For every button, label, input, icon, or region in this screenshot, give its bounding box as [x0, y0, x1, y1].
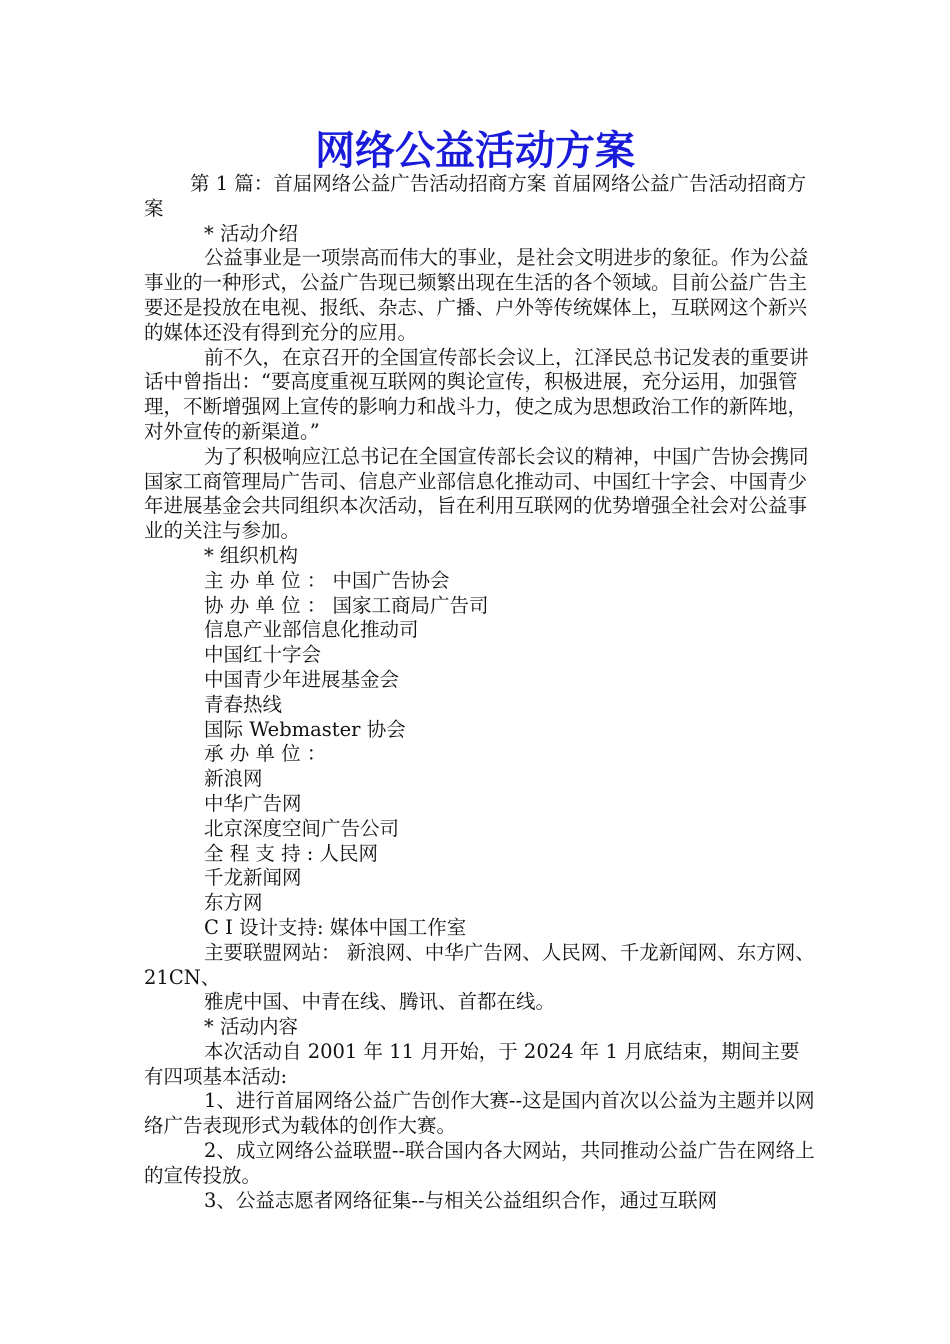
paragraph: 公益事业是一项崇高而伟大的事业，是社会文明进步的象征。作为公益事业的一种形式，公益广告现已频繁出现在生活的各个领域。目前公益广告主要还是投放在电视、报纸、杂志、广播、户外等传统媒体上，互联网这个新兴的媒体还没有得到充分的应用。: [144, 246, 809, 344]
paragraph: 前不久，在京召开的全国宣传部长会议上，江泽民总书记发表的重要讲话中曾指出：“要高度重视互联网的舆论宣传，积极进展，充分运用，加强管理，不断增强网上宣传的影响力和战斗力，使之成为思想政治工作的新阵地，对外宣传的新渠道。”: [144, 345, 809, 443]
org-line: 协 办 单 位 ： 国家工商局广告司: [204, 593, 489, 617]
section-heading-intro: * 活动介绍: [204, 221, 298, 245]
list-item: 1、进行首届网络公益广告创作大赛--这是国内首次以公益为主题并以网络广告表现形式为载体的创作大赛。: [144, 1089, 815, 1138]
org-line: 全 程 支 持 : 人民网: [204, 841, 379, 865]
org-line: 国际 Webmaster 协会: [204, 717, 406, 741]
org-line: 千龙新闻网: [204, 866, 302, 890]
org-line: 新浪网: [204, 767, 263, 791]
org-line: 信息产业部信息化推动司: [204, 618, 419, 642]
org-line: 承 办 单 位 ：: [204, 742, 327, 766]
org-line: 北京深度空间广告公司: [204, 816, 400, 840]
org-line: 中华广告网: [204, 791, 302, 815]
paragraph: 本次活动自 2001 年 11 月开始，于 2024 年 1 月底结束，期间主要有四项基本活动:: [144, 1039, 800, 1088]
org-line: C I 设计支持: 媒体中国工作室: [204, 915, 467, 939]
org-line: 中国青少年进展基金会: [204, 667, 400, 691]
document-title: 网络公益活动方案: [315, 128, 635, 174]
org-line: 东方网: [204, 891, 263, 915]
section-heading-content: * 活动内容: [204, 1015, 298, 1039]
paragraph-alliance-sites-cont: 雅虎中国、中青在线、腾讯、首都在线。: [204, 990, 556, 1014]
org-line: 青春热线: [204, 692, 283, 716]
list-item: 3、公益志愿者网络征集--与相关公益组织合作，通过互联网: [204, 1188, 718, 1212]
paragraph: 为了积极响应江总书记在全国宣传部长会议的精神，中国广告协会携同国家工商管理局广告司、信息产业部信息化推动司、中国红十字会、中国青少年进展基金会共同组织本次活动，旨在利用互联网的优势增强全社会对公益事业的关注与参加。: [144, 444, 809, 543]
paragraph-alliance-sites: 主要联盟网站： 新浪网、中华广告网、人民网、千龙新闻网、东方网、21CN、: [144, 940, 815, 989]
document-body: [144, 172, 816, 1213]
org-line: 中国红十字会: [204, 643, 322, 667]
section-heading-organization: * 组织机构: [204, 543, 298, 567]
list-item: 2、成立网络公益联盟--联合国内各大网站，共同推动公益广告在网络上的宣传投放。: [144, 1139, 815, 1187]
org-line: 主 办 单 位 ： 中国广告协会: [204, 568, 450, 592]
paragraph-article-heading: 第 1 篇：首届网络公益广告活动招商方案 首届网络公益广告活动招商方案: [144, 172, 807, 220]
